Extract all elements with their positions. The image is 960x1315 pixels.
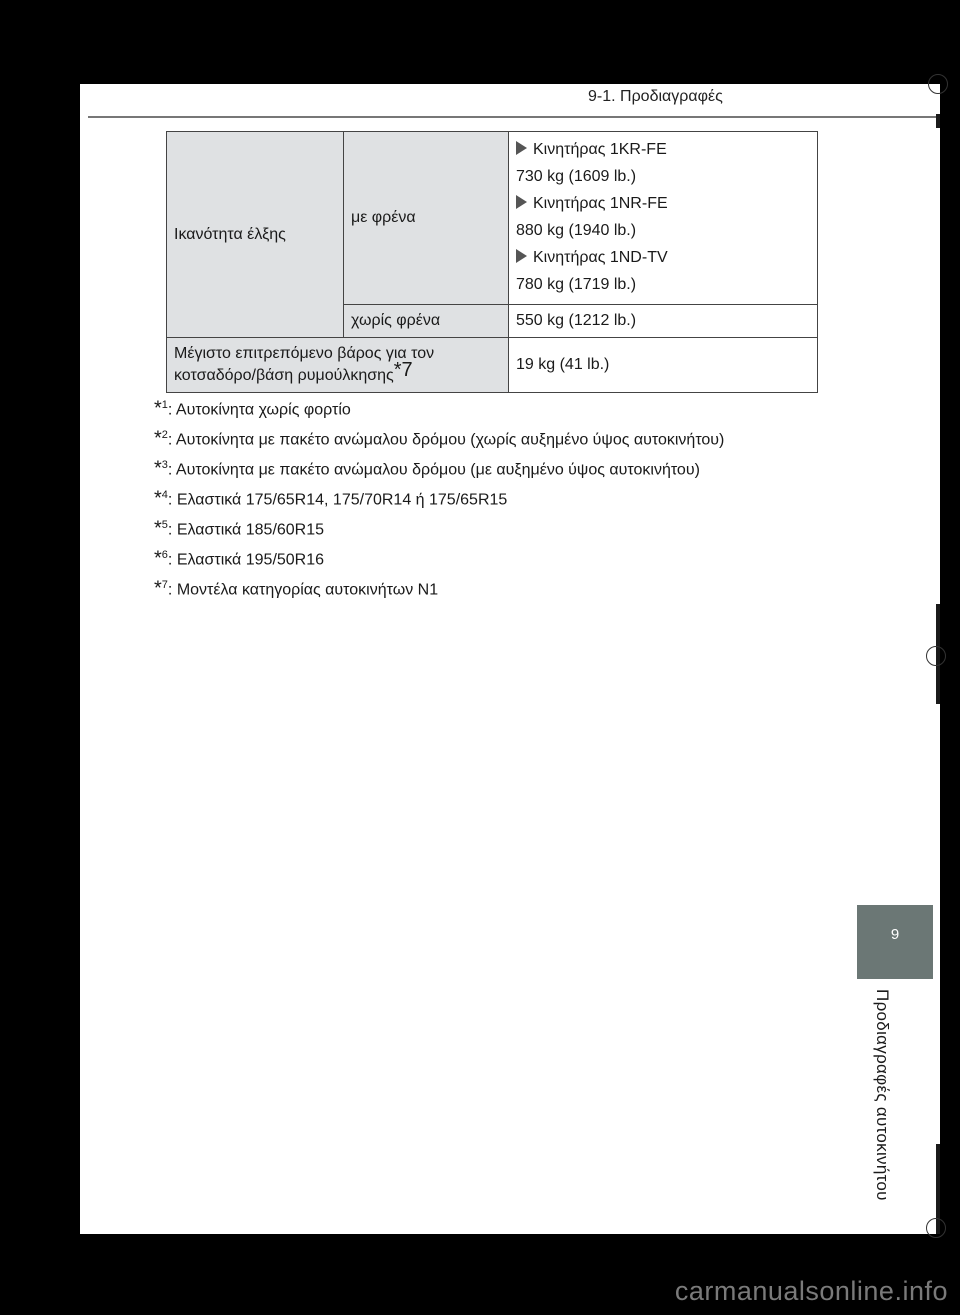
with-brakes-label: με φρένα [351,209,416,226]
footnote-mark: * [154,427,162,450]
table-row [167,132,818,305]
footnote [154,570,724,600]
footnote-text: : Μοντέλα κατηγορίας αυτοκινήτων N1 [167,581,439,599]
footnote-mark: * [154,397,162,420]
max-load-label-line1: Μέγιστο επιτρεπόμενο βάρος για τον [174,345,435,362]
footnote-number: 7 [161,579,168,591]
engine-name: Κινητήρας 1NR-FE [533,195,668,212]
chapter-title-vertical: Προδιαγραφές αυτοκινήτου [873,989,892,1201]
watermark: carmanualsonline.info [674,1276,948,1306]
footnote-text: : Αυτοκίνητα χωρίς φορτίο [167,401,351,419]
chapter-tab[interactable] [857,905,933,979]
towing-capacity-label: Ικανότητα έλξης [174,225,286,243]
header-divider [88,116,936,118]
list-item [516,249,810,267]
crop-mark-icon [928,74,948,94]
edge-mark [936,114,940,128]
crop-mark-icon [926,1218,946,1238]
footnote-mark: * [154,517,162,540]
footnote-number: 3 [161,459,168,471]
engine-values-cell [509,132,818,305]
crop-mark-icon [926,646,946,666]
triangle-bullet-icon [516,141,527,155]
footnote-text: : Ελαστικά 175/65R14, 175/70R14 ή 175/65R15 [167,491,508,509]
engine-towing-value: 730 kg (1609 lb.) [516,168,637,185]
footnote-number: 4 [161,489,168,501]
footnote-text: : Αυτοκίνητα με πακέτο ανώμαλου δρόμου (χωρίς αυξημένο ύψος αυτοκινήτου) [167,431,725,449]
triangle-bullet-icon [516,249,527,263]
max-load-value: 19 kg (41 lb.) [509,338,818,393]
without-brakes-value: 550 kg (1212 lb.) [509,305,818,338]
footnote-number: 2 [161,429,168,441]
engine-towing-value: 780 kg (1719 lb.) [516,276,637,293]
footnote [154,510,724,540]
triangle-bullet-icon [516,195,527,209]
footnote-mark: * [154,547,162,570]
section-header: 9-1. Προδιαγραφές [588,88,723,105]
without-brakes-label: χωρίς φρένα [351,312,441,329]
max-load-cell [167,338,509,393]
engine-name: Κινητήρας 1KR-FE [533,141,667,158]
footnote [154,480,724,510]
manual-page [80,84,940,1234]
footnote [154,540,724,570]
footnote [154,420,724,450]
chapter-number: 9 [890,926,900,943]
footnote-number: 5 [161,519,168,531]
list-item [516,141,810,159]
footnote-mark: * [154,577,162,600]
footnote-number: 6 [161,549,168,561]
max-load-label-line2: κοτσαδόρο/βάση ρυμούλκησης [174,367,394,384]
towing-spec-table [166,131,818,393]
footnote [154,450,724,480]
footnote-text: : Αυτοκίνητα με πακέτο ανώμαλου δρόμου (με αυξημένο ύψος αυτοκινήτου) [167,461,700,479]
engine-towing-value: 880 kg (1940 lb.) [516,222,637,239]
footnote-text: : Ελαστικά 185/60R15 [167,521,325,539]
engine-name: Κινητήρας 1ND-TV [533,249,668,266]
without-brakes-cell [344,305,509,338]
footnote-mark: * [154,487,162,510]
footnotes-list [154,390,724,600]
footnote-number: 1 [161,399,168,411]
towing-capacity-cell [167,132,344,338]
footnote-mark: * [154,457,162,480]
footnote-text: : Ελαστικά 195/50R16 [167,551,325,569]
table-row [167,338,818,393]
with-brakes-cell [344,132,509,305]
footnote-ref: *7 [393,359,413,381]
list-item [516,195,810,213]
footnote [154,390,724,420]
